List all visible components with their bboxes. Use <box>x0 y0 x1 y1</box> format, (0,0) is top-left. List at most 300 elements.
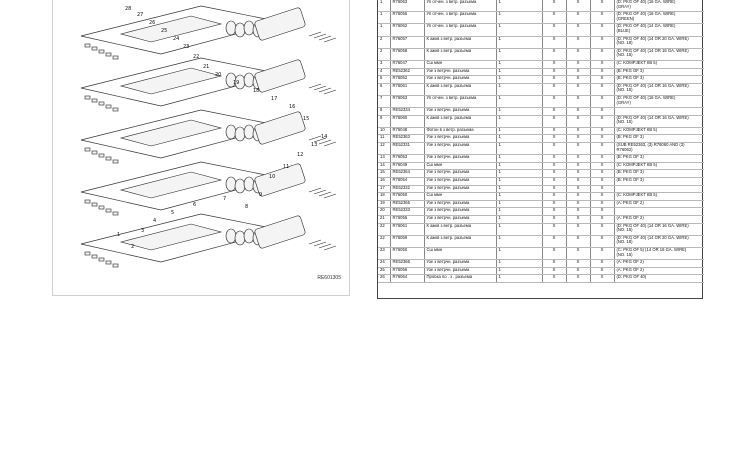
terminal-pin <box>113 56 118 59</box>
terminal-pin <box>99 258 104 261</box>
cell-part: R76050 <box>390 193 424 201</box>
table-row <box>378 267 704 275</box>
cell-a: X <box>542 247 566 259</box>
cell-b: X <box>566 162 590 170</box>
seal-ring <box>235 23 245 37</box>
cell-desc: Уп отчен. з ветр. разъема <box>424 24 496 36</box>
cell-a: X <box>542 95 566 107</box>
cell-part: R76053 <box>390 155 424 163</box>
cell-note: (A: PKG OF 2) <box>614 267 704 275</box>
cell-part: RE52331 <box>390 143 424 155</box>
terminal-pin <box>106 105 111 108</box>
terminal-pin <box>85 200 90 203</box>
cell-no: 16 <box>378 178 390 186</box>
cell-note: (A: PKG OF 2) <box>614 260 704 268</box>
terminal-pin <box>99 50 104 53</box>
cell-no: 2 <box>378 36 390 48</box>
seal-ring <box>244 229 254 243</box>
cell-c: X <box>590 0 614 12</box>
cell-a: X <box>542 60 566 68</box>
cell-qty: 1 <box>496 260 542 268</box>
cell-desc: Узе з ветрчн. разъема <box>424 178 496 186</box>
table-row <box>378 36 704 48</box>
cell-note <box>614 208 704 216</box>
cell-qty: 1 <box>496 127 542 135</box>
cell-b: X <box>566 36 590 48</box>
terminal-pin <box>92 255 97 258</box>
cell-desc: Узе з ветрчн. разъема <box>424 108 496 116</box>
cell-c: X <box>590 115 614 127</box>
cell-b: X <box>566 260 590 268</box>
cell-b: X <box>566 193 590 201</box>
cell-b: X <box>566 48 590 60</box>
cell-b: X <box>566 208 590 216</box>
cell-qty: 1 <box>496 12 542 24</box>
terminal-pin <box>106 157 111 160</box>
cell-a: X <box>542 108 566 116</box>
cell-qty: 1 <box>496 143 542 155</box>
cell-a: X <box>542 24 566 36</box>
cell-c: X <box>590 247 614 259</box>
cell-no: 5 <box>378 76 390 84</box>
cell-qty: 1 <box>496 48 542 60</box>
cell-c: X <box>590 12 614 24</box>
cell-b: X <box>566 178 590 186</box>
cell-qty: 1 <box>496 247 542 259</box>
cell-qty: 1 <box>496 95 542 107</box>
cell-no: 9 <box>378 115 390 127</box>
callout-number: 1 <box>117 232 121 238</box>
table-row <box>378 68 704 76</box>
cell-no: 13 <box>378 155 390 163</box>
cell-note: (C: PKG OF 5) (14 OR 16 GA. WIRE) (NO. 15) <box>614 247 704 259</box>
cell-part: R76047 <box>390 60 424 68</box>
cell-part: RE52334 <box>390 108 424 116</box>
cell-qty: 1 <box>496 185 542 193</box>
table-row <box>378 185 704 193</box>
cell-desc: К ажкв з ветр. разъема <box>424 36 496 48</box>
cell-b: X <box>566 143 590 155</box>
cell-part: R76048 <box>390 127 424 135</box>
wire-lead <box>314 242 326 246</box>
cell-a: X <box>542 185 566 193</box>
cell-no: 19 <box>378 200 390 208</box>
table-row <box>378 115 704 127</box>
cell-note: (C: KOMPJEKT КВ 5) <box>614 193 704 201</box>
cell-part: RE52363 <box>390 135 424 143</box>
cell-b: X <box>566 247 590 259</box>
table-row <box>378 24 704 36</box>
cell-no: 15 <box>378 170 390 178</box>
wire-lead <box>324 194 336 198</box>
connector-body <box>254 7 306 41</box>
callout-number: 20 <box>215 72 222 78</box>
cell-a: X <box>542 208 566 216</box>
cell-c: X <box>590 223 614 235</box>
cell-c: X <box>590 76 614 84</box>
wire-lead <box>324 90 336 94</box>
cell-b: X <box>566 76 590 84</box>
callout-number: 15 <box>303 116 310 122</box>
cell-part: RE52366 <box>390 260 424 268</box>
cell-b: X <box>566 216 590 224</box>
callout-number: 7 <box>223 196 227 202</box>
cell-note: (D: PKG OF 40) (16 GA. WIRE) (GRAY) <box>614 95 704 107</box>
cell-no: 11 <box>378 135 390 143</box>
cell-desc: Уп отчен. з ветр. разъема <box>424 0 496 12</box>
cell-b: X <box>566 68 590 76</box>
wire-lead <box>319 140 331 144</box>
wire-lead <box>319 36 331 40</box>
callout-number: 12 <box>297 152 304 158</box>
terminal-pin <box>85 44 90 47</box>
callout-number: 6 <box>193 202 197 208</box>
table-row <box>378 247 704 259</box>
terminal-pin <box>85 148 90 151</box>
cell-qty: 1 <box>496 108 542 116</box>
table-row <box>378 12 704 24</box>
cell-no: 6 <box>378 83 390 95</box>
cell-a: X <box>542 36 566 48</box>
cell-a: X <box>542 275 566 283</box>
cell-no: 22 <box>378 235 390 247</box>
cell-no: 14 <box>378 162 390 170</box>
cell-desc: Сш ммн <box>424 193 496 201</box>
table-row <box>378 170 704 178</box>
cell-note: (B: PKG OF 3) <box>614 135 704 143</box>
table-row <box>378 223 704 235</box>
cell-part: RE52333 <box>390 208 424 216</box>
cell-qty: 1 <box>496 135 542 143</box>
cell-c: X <box>590 200 614 208</box>
cell-qty: 1 <box>496 170 542 178</box>
cell-desc: Узе з ветрчн. разъема <box>424 155 496 163</box>
terminal-pin <box>85 252 90 255</box>
table-row <box>378 127 704 135</box>
table-row <box>378 208 704 216</box>
cell-desc: Узе з ветрчн. разъема <box>424 260 496 268</box>
cell-a: X <box>542 155 566 163</box>
cell-no: 25 <box>378 267 390 275</box>
connector-housing <box>121 172 221 198</box>
connector-body <box>254 59 306 93</box>
wire-lead <box>314 190 326 194</box>
cell-a: X <box>542 115 566 127</box>
wire-lead <box>309 136 321 140</box>
cell-a: X <box>542 135 566 143</box>
terminal-pin <box>92 47 97 50</box>
terminal-pin <box>99 206 104 209</box>
callout-number: 2 <box>131 244 135 250</box>
callout-number: 16 <box>289 104 296 110</box>
cell-no: 1 <box>378 12 390 24</box>
cell-desc: Узе з ветрчн. разъема <box>424 216 496 224</box>
cell-no: 26 <box>378 275 390 283</box>
connector-housing <box>121 16 221 42</box>
table-row <box>378 200 704 208</box>
cell-note: (A: PKG OF 2) <box>614 200 704 208</box>
cell-no: 4 <box>378 68 390 76</box>
cell-b: X <box>566 170 590 178</box>
cell-no: 2 <box>378 48 390 60</box>
cell-a: X <box>542 68 566 76</box>
cell-c: X <box>590 178 614 186</box>
cell-no: 12 <box>378 143 390 155</box>
cell-b: X <box>566 135 590 143</box>
connector-body <box>254 215 306 249</box>
callout-number: 4 <box>153 218 157 224</box>
cell-note: (B: PKG OF 3) <box>614 76 704 84</box>
table-row <box>378 76 704 84</box>
cell-qty: 1 <box>496 115 542 127</box>
table-row <box>378 162 704 170</box>
cell-desc: Узе з ветрчн. разъема <box>424 185 496 193</box>
callout-number: 24 <box>173 36 180 42</box>
callout-number: 18 <box>253 88 260 94</box>
cell-no: 7 <box>378 95 390 107</box>
cell-qty: 1 <box>496 193 542 201</box>
cell-b: X <box>566 60 590 68</box>
wire-lead <box>309 32 321 36</box>
cell-qty: 1 <box>496 178 542 186</box>
cell-a: X <box>542 12 566 24</box>
cell-qty: 1 <box>496 235 542 247</box>
cell-desc: Сш ммн <box>424 162 496 170</box>
cell-no: 18 <box>378 193 390 201</box>
cell-desc: Фотон в з ветр. разъема <box>424 127 496 135</box>
cell-qty: 1 <box>496 223 542 235</box>
wire-lead <box>309 84 321 88</box>
callout-number: 8 <box>245 204 249 210</box>
cell-no: 23 <box>378 247 390 259</box>
seal-ring <box>235 179 245 193</box>
cell-c: X <box>590 95 614 107</box>
cell-qty: 1 <box>496 83 542 95</box>
cell-desc: Узе з ветрчн. разъема <box>424 208 496 216</box>
cell-a: X <box>542 143 566 155</box>
terminal-pin <box>92 99 97 102</box>
cell-c: X <box>590 60 614 68</box>
cell-qty: 1 <box>496 267 542 275</box>
cell-part: RE52362 <box>390 68 424 76</box>
table-row <box>378 48 704 60</box>
cell-a: X <box>542 267 566 275</box>
cell-no: 24 <box>378 260 390 268</box>
cell-c: X <box>590 108 614 116</box>
cell-part: R76058 <box>390 48 424 60</box>
table-row <box>378 135 704 143</box>
table-row <box>378 108 704 116</box>
cell-part: R76052 <box>390 76 424 84</box>
terminal-pin <box>99 102 104 105</box>
cell-c: X <box>590 24 614 36</box>
terminal-pin <box>113 264 118 267</box>
cell-part: RE52365 <box>390 200 424 208</box>
terminal-pin <box>92 203 97 206</box>
callout-number: 11 <box>283 164 290 170</box>
seal-ring <box>226 21 236 35</box>
callout-number: 21 <box>203 64 210 70</box>
cell-part: R76054 <box>390 178 424 186</box>
table-row <box>378 143 704 155</box>
cell-qty: 1 <box>496 68 542 76</box>
table-row <box>378 60 704 68</box>
cell-b: X <box>566 83 590 95</box>
terminal-pin <box>106 53 111 56</box>
table-row <box>378 275 704 283</box>
terminal-pin <box>99 154 104 157</box>
cell-note: (D: PKG OF 40) <box>614 275 704 283</box>
wire-lead <box>319 192 331 196</box>
cell-a: X <box>542 216 566 224</box>
wire-lead <box>324 142 336 146</box>
cell-c: X <box>590 127 614 135</box>
cell-a: X <box>542 260 566 268</box>
seal-ring <box>226 229 236 243</box>
cell-b: X <box>566 95 590 107</box>
cell-a: X <box>542 0 566 12</box>
cell-note: (C: KOMPJEKT КВ 5) <box>614 162 704 170</box>
cell-b: X <box>566 24 590 36</box>
cell-c: X <box>590 216 614 224</box>
cell-note: (SUB RE52363, (3) R76060 AND (3) R76062) <box>614 143 704 155</box>
cell-c: X <box>590 162 614 170</box>
seal-ring <box>244 21 254 35</box>
callout-number: 28 <box>125 6 132 12</box>
cell-c: X <box>590 193 614 201</box>
cell-c: X <box>590 68 614 76</box>
cell-a: X <box>542 178 566 186</box>
wire-lead <box>314 86 326 90</box>
table-row <box>378 155 704 163</box>
cell-desc: Уп отчен. з ветр. разъема <box>424 95 496 107</box>
cell-no: 10 <box>378 127 390 135</box>
cell-qty: 1 <box>496 155 542 163</box>
cell-c: X <box>590 135 614 143</box>
table-row <box>378 0 704 12</box>
cell-b: X <box>566 0 590 12</box>
cell-qty: 1 <box>496 0 542 12</box>
cell-qty: 1 <box>496 216 542 224</box>
cell-part: RE52364 <box>390 170 424 178</box>
connector-body <box>254 111 306 145</box>
cell-part: R76056 <box>390 267 424 275</box>
cell-note: (D: PKG OF 40) (16 GA. WIRE) (GRAY) <box>614 0 704 12</box>
terminal-pin <box>113 160 118 163</box>
cell-note <box>614 108 704 116</box>
cell-note: (D: PKG OF 40) (14 GA. WIRE) (BLUE) <box>614 24 704 36</box>
cell-c: X <box>590 155 614 163</box>
cell-part: R76049 <box>390 162 424 170</box>
wire-lead <box>309 240 321 244</box>
cell-desc: Пробка по . з . разъема <box>424 275 496 283</box>
terminal-pin <box>92 151 97 154</box>
cell-no: 1 <box>378 0 390 12</box>
callout-number: 14 <box>321 134 328 140</box>
seal-ring <box>235 127 245 141</box>
cell-qty: 1 <box>496 60 542 68</box>
cell-part: R76063 <box>390 0 424 12</box>
cell-b: X <box>566 115 590 127</box>
wire-lead <box>324 38 336 42</box>
cell-note: (D: PKG OF 40) (14 OR 20 GA. WIRE) (NO. 18) <box>614 235 704 247</box>
cell-desc: К ажкв з ветр. разъема <box>424 83 496 95</box>
cell-part: R76061 <box>390 223 424 235</box>
cell-a: X <box>542 170 566 178</box>
cell-qty: 1 <box>496 24 542 36</box>
cell-b: X <box>566 267 590 275</box>
cell-qty: 1 <box>496 200 542 208</box>
cell-note: (D: PKG OF 40) (14 OR 16 GA. WIRE) (NO. 15) <box>614 115 704 127</box>
seal-ring <box>235 231 245 245</box>
cell-note: (B: PKG OF 3) <box>614 68 704 76</box>
cell-a: X <box>542 193 566 201</box>
cell-no: 21 <box>378 216 390 224</box>
cell-c: X <box>590 170 614 178</box>
cell-b: X <box>566 155 590 163</box>
cell-a: X <box>542 83 566 95</box>
cell-c: X <box>590 185 614 193</box>
cell-desc: Уп отчен. з ветр. разъема <box>424 12 496 24</box>
cell-c: X <box>590 48 614 60</box>
connector-housing <box>121 224 221 250</box>
callout-number: 10 <box>269 174 276 180</box>
callout-number: 9 <box>259 192 263 198</box>
table-row <box>378 216 704 224</box>
terminal-pin <box>113 108 118 111</box>
cell-part: R76064 <box>390 275 424 283</box>
cell-note: (D: PKG OF 40) (14 OR 16 GA. WIRE) (NO. 15) <box>614 48 704 60</box>
seal-ring <box>244 177 254 191</box>
cell-c: X <box>590 275 614 283</box>
cell-part: R76050 <box>390 247 424 259</box>
cell-note: (D: PKG OF 40) (14 OR 16 GA. WIRE) (NO. 15) <box>614 223 704 235</box>
seal-ring <box>244 125 254 139</box>
cell-qty: 1 <box>496 76 542 84</box>
cell-note <box>614 185 704 193</box>
cell-no: 20 <box>378 208 390 216</box>
cell-desc: Сш ммн <box>424 247 496 259</box>
cell-desc: Узе з ветрчн. разъема <box>424 135 496 143</box>
cell-b: X <box>566 12 590 24</box>
cell-note: (D: PKG OF 40) (16 GA. WIRE) (GREEN) <box>614 12 704 24</box>
cell-a: X <box>542 223 566 235</box>
cell-part: R76055 <box>390 12 424 24</box>
figure-id: RE601305 <box>317 275 341 281</box>
cell-no: 1 <box>378 24 390 36</box>
cell-part: R76062 <box>390 24 424 36</box>
cell-desc: К ажкв з ветр. разъема <box>424 48 496 60</box>
callout-number: 19 <box>233 80 240 86</box>
cell-b: X <box>566 200 590 208</box>
cell-part: RE52332 <box>390 185 424 193</box>
seal-ring <box>226 177 236 191</box>
cell-a: X <box>542 200 566 208</box>
cell-note: (B: PKG OF 3) <box>614 155 704 163</box>
cell-a: X <box>542 235 566 247</box>
table-row <box>378 178 704 186</box>
wire-lead <box>324 246 336 250</box>
wire-lead <box>319 244 331 248</box>
cell-qty: 1 <box>496 208 542 216</box>
wire-lead <box>319 88 331 92</box>
cell-note: (C: KOMPJEKT КВ 5) <box>614 60 704 68</box>
cell-note: (D: PKG OF 40) (14 OR 16 GA. WIRE) (NO. 15) <box>614 83 704 95</box>
cell-part: R76063 <box>390 95 424 107</box>
cell-note: (D: PKG OF 40) (14 OR 20 GA. WIRE) (NO. 18) <box>614 36 704 48</box>
cell-desc: Узе з ветрчн. разъема <box>424 143 496 155</box>
cell-part: R76057 <box>390 36 424 48</box>
